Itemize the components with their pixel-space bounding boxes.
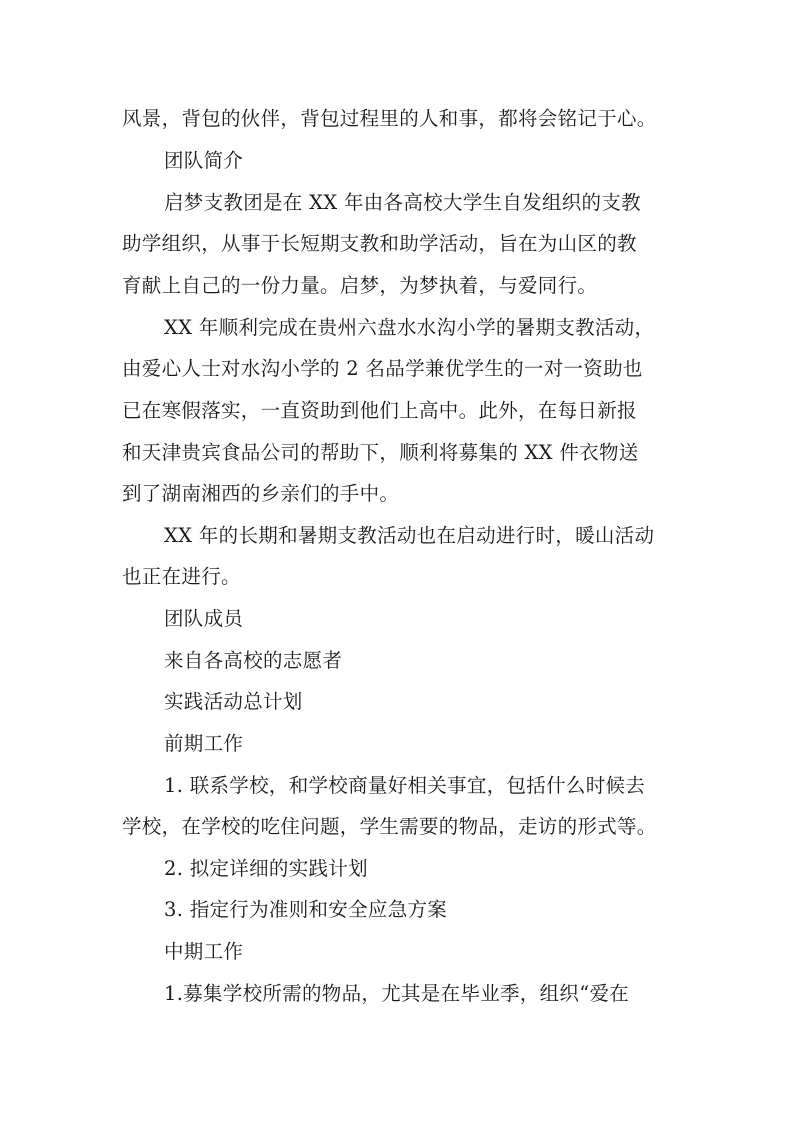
paragraph-line: XX 年顺利完成在贵州六盘水水沟小学的暑期支教活动， xyxy=(164,316,655,339)
paragraph-line: 到了湖南湘西的乡亲们的手中。 xyxy=(122,482,400,505)
paragraph-line: 助学组织，从事于长短期支教和助学活动，旨在为山区的教 xyxy=(122,232,637,255)
list-item-line: 1. 联系学校，和学校商量好相关事宜，包括什么时候去 xyxy=(164,774,646,797)
paragraph-line: 和天津贵宾食品公司的帮助下，顺利将募集的 XX 件衣物送 xyxy=(122,441,639,464)
list-item-line: 2. 拟定详细的实践计划 xyxy=(164,857,368,880)
paragraph-line: 来自各高校的志愿者 xyxy=(164,649,343,672)
paragraph-line: 也正在进行。 xyxy=(122,565,241,588)
paragraph-line: 由爱心人士对水沟小学的 2 名品学兼优学生的一对一资助也 xyxy=(122,357,643,380)
paragraph-line: XX 年的长期和暑期支教活动也在启动进行时，暖山活动 xyxy=(164,524,655,547)
paragraph-line: 启梦支教团是在 XX 年由各高校大学生自发组织的支教 xyxy=(164,191,641,214)
text-line: 风景，背包的伙伴，背包过程里的人和事，都将会铭记于心。 xyxy=(122,107,657,130)
section-heading-overall-plan: 实践活动总计划 xyxy=(164,690,303,713)
section-heading-team-intro: 团队简介 xyxy=(164,149,244,172)
list-item-line: 1.募集学校所需的物品，尤其是在毕业季，组织“爱在 xyxy=(164,982,630,1005)
section-heading-team-members: 团队成员 xyxy=(164,607,244,630)
paragraph-line: 已在寒假落实，一直资助到他们上高中。此外，在每日新报 xyxy=(122,399,637,422)
paragraph-line: 育献上自己的一份力量。启梦，为梦执着，与爱同行。 xyxy=(122,274,598,297)
section-heading-mid-work: 中期工作 xyxy=(164,940,244,963)
list-item-line: 学校，在学校的吃住问题，学生需要的物品，走访的形式等。 xyxy=(122,815,657,838)
section-heading-early-work: 前期工作 xyxy=(164,732,244,755)
list-item-line: 3. 指定行为准则和安全应急方案 xyxy=(164,898,448,921)
